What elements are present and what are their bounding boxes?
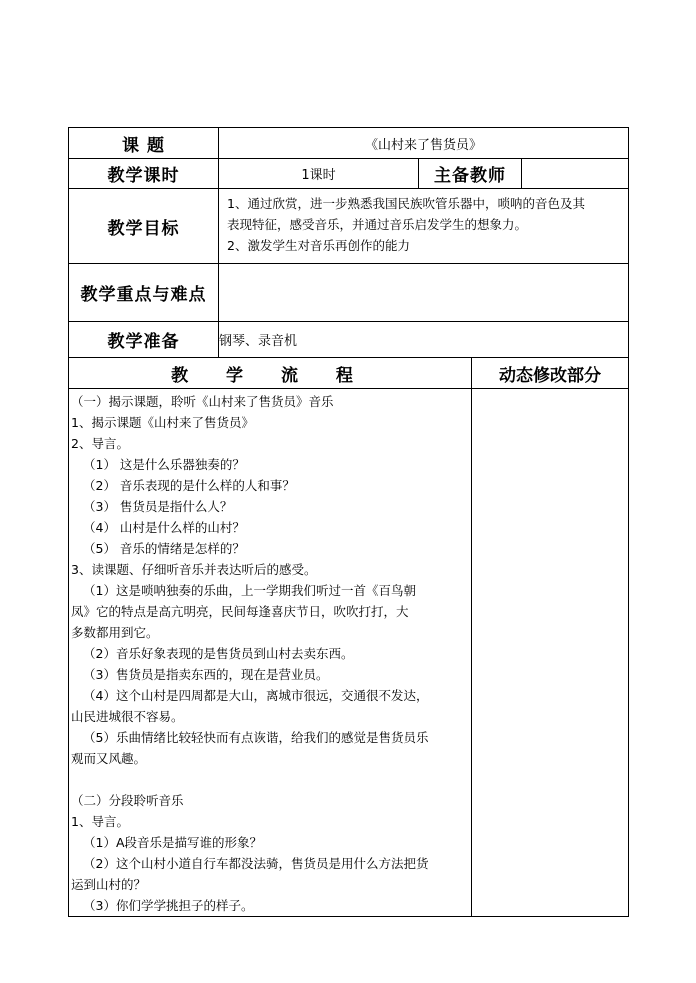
flow-line: 1、揭示课题《山村来了售货员》: [71, 415, 254, 430]
dynamic-header: 动态修改部分: [472, 358, 629, 389]
flow-line: （2）这个山村小道自行车都没法骑，售货员是用什么方法把货: [83, 856, 429, 871]
objective-line: 1、通过欣赏，进一步熟悉我国民族吹管乐器中，唢呐的音色及其: [227, 196, 585, 211]
flow-line: （二）分段聆听音乐: [71, 793, 184, 808]
flow-line: （3）售货员是指卖东西的，现在是营业员。: [83, 667, 329, 682]
objective-line: 2、激发学生对音乐再创作的能力: [227, 238, 410, 253]
flow-line: （1） 这是什么乐器独奏的？: [83, 457, 245, 472]
teacher-label: 主备教师: [419, 159, 522, 189]
objectives-label: 教学目标: [69, 189, 219, 264]
flow-line: [71, 769, 469, 790]
flow-line: （5）乐曲情绪比较轻快而有点诙谐，给我们的感觉是售货员乐: [83, 730, 429, 745]
flow-line: （3） 售货员是指什么人？: [83, 499, 233, 514]
flow-line: 多数都用到它。: [71, 625, 159, 640]
flow-line: （5） 音乐的情绪是怎样的？: [83, 541, 245, 556]
flow-lines: [71, 391, 469, 916]
flow-line: 观而又风趣。: [71, 751, 147, 766]
hours-value: 1课时: [219, 159, 419, 189]
objectives-cell: [219, 189, 629, 264]
flow-line: （3）你们学学挑担子的样子。: [83, 898, 254, 913]
flow-line: （4） 山村是什么样的山村？: [83, 520, 245, 535]
flow-line: （1）A段音乐是描写谁的形象？: [83, 835, 263, 850]
prep-label: 教学准备: [69, 322, 219, 358]
objective-line: 表现特征，感受音乐，并通过音乐启发学生的想象力。: [227, 217, 528, 232]
prep-value: 钢琴、录音机: [219, 322, 629, 358]
keypoints-value: [219, 264, 629, 322]
flow-line: 运到山村的？: [71, 877, 147, 892]
flow-line: （4）这个山村是四周都是大山，离城市很远，交通很不发达，: [83, 688, 429, 703]
flow-line: 凤》它的特点是高亢明亮，民间每逢喜庆节日，吹吹打打，大: [71, 604, 409, 619]
flow-line: 山民进城很不容易。: [71, 709, 184, 724]
hours-label: 教学课时: [69, 159, 219, 189]
flow-header: 教 学 流 程: [69, 358, 472, 389]
flow-line: （1）这是唢呐独奏的乐曲，上一学期我们听过一首《百鸟朝: [83, 583, 416, 598]
dynamic-content: [472, 389, 629, 917]
lesson-plan-table: [68, 127, 629, 917]
title-value: 《山村来了售货员》: [219, 128, 629, 159]
flow-line: 1、导言。: [71, 814, 129, 829]
flow-content: [69, 389, 472, 917]
flow-line: （一）揭示课题，聆听《山村来了售货员》音乐: [71, 394, 334, 409]
title-label: 课 题: [69, 128, 219, 159]
flow-line: 3、读课题、仔细听音乐并表达听后的感受。: [71, 562, 317, 577]
flow-line: 2、导言。: [71, 436, 129, 451]
teacher-value: [522, 159, 629, 189]
flow-line: （2）音乐好象表现的是售货员到山村去卖东西。: [83, 646, 354, 661]
keypoints-label: 教学重点与难点: [69, 264, 219, 322]
flow-line: （2） 音乐表现的是什么样的人和事？: [83, 478, 295, 493]
